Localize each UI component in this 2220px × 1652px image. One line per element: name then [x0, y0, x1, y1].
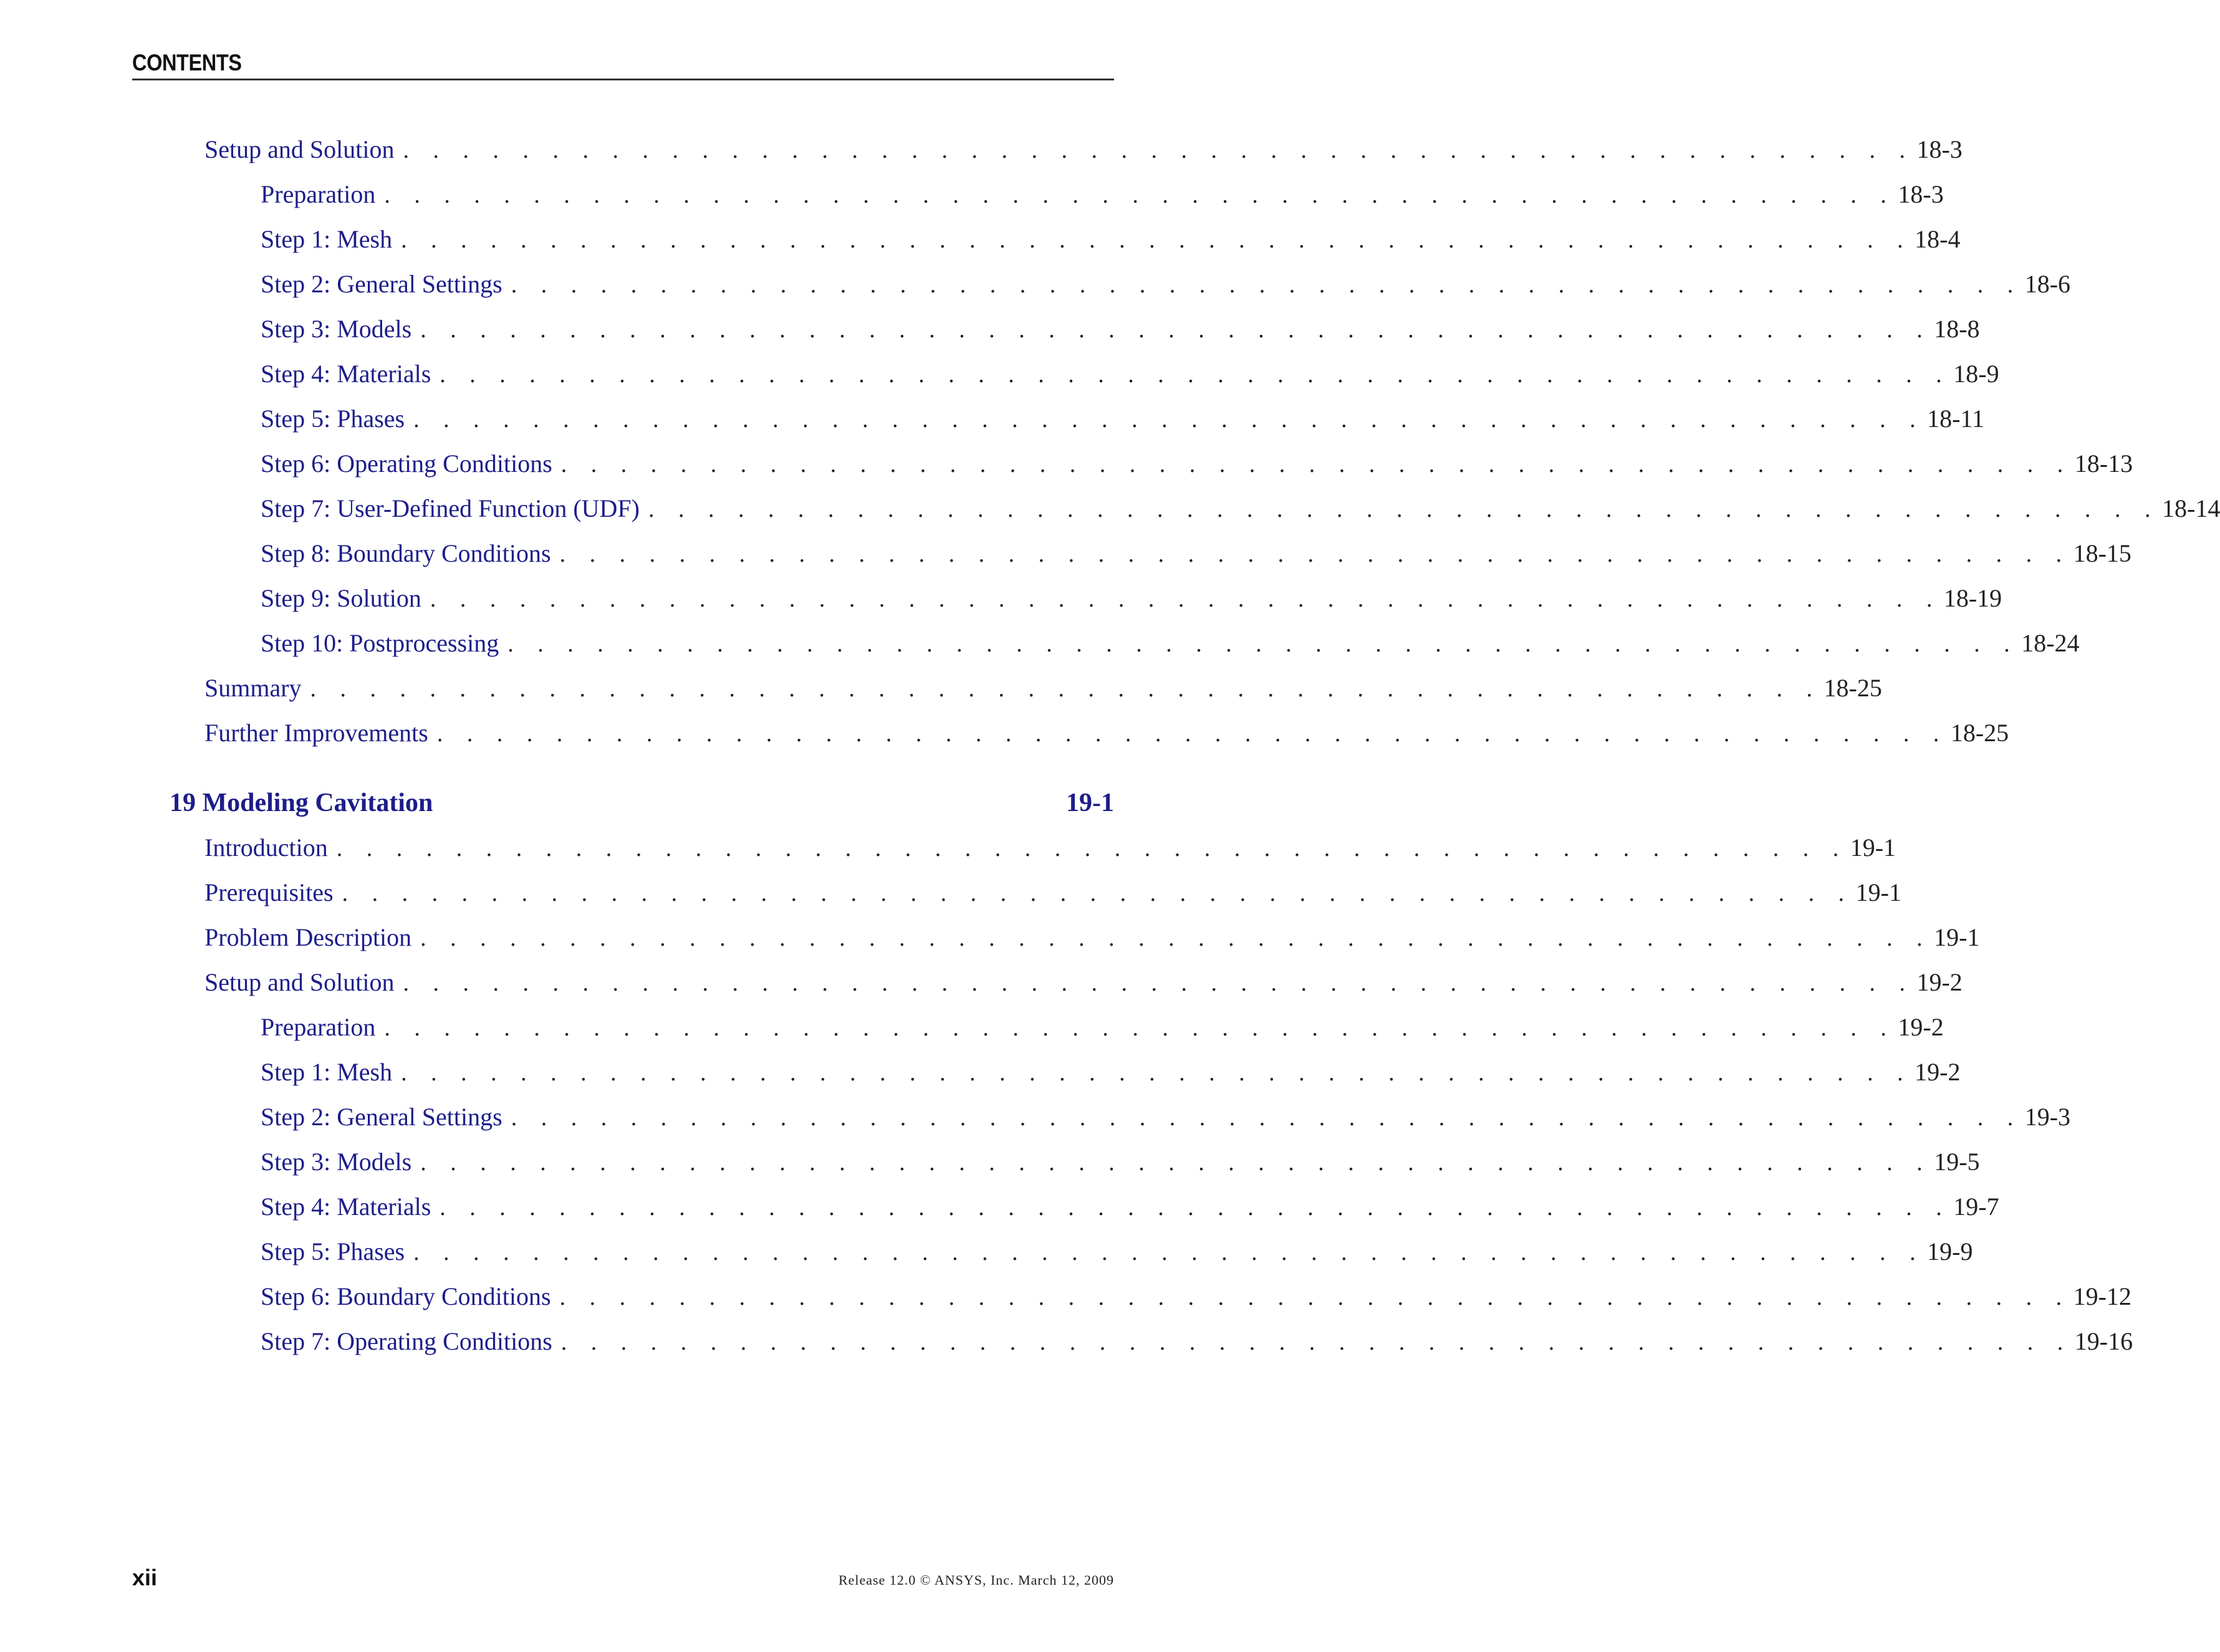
toc-entry[interactable] — [204, 670, 1882, 707]
toc-entry[interactable] — [204, 131, 1963, 168]
toc-entry-page[interactable]: 18-9 — [1953, 360, 1999, 388]
toc-entry-page[interactable]: 18-25 — [1824, 674, 1882, 702]
toc-leader-dots: . . . . . . . . . . . . . . . . . . . . . . . . . . . . . . . . . . . . . . . . . . . . . . . . . . . — [420, 925, 1932, 951]
toc-leader-dots: . . . . . . . . . . . . . . . . . . . . . . . . . . . . . . . . . . . . . . . . . . . . . . . . . . . — [648, 496, 2160, 522]
toc-entry-page[interactable]: 19-1 — [1850, 833, 1896, 862]
toc-entry-page[interactable]: 18-19 — [1943, 584, 2002, 612]
toc-entry-page[interactable]: 18-25 — [1950, 719, 2009, 747]
toc-entry-label[interactable]: Step 4: Materials — [261, 1193, 431, 1221]
toc-leader-dots: . . . . . . . . . . . . . . . . . . . . . . . . . . . . . . . . . . . . . . . . . . . . . . . . . . . — [310, 676, 1822, 702]
toc-entry-page[interactable]: 19-2 — [1916, 968, 1963, 996]
toc-entry-label[interactable]: Step 4: Materials — [261, 360, 431, 388]
toc-leader-dots: . . . . . . . . . . . . . . . . . . . . . . . . . . . . . . . . . . . . . . . . . . . . . . . . . . . — [403, 970, 1915, 996]
toc-entry-page[interactable]: 19-12 — [2073, 1282, 2131, 1310]
toc-entry-page[interactable]: 18-4 — [1915, 225, 1961, 253]
toc-entry-label[interactable]: Setup and Solution — [204, 968, 395, 996]
toc-entry[interactable] — [204, 714, 2009, 752]
toc-entry[interactable] — [261, 1098, 2071, 1136]
toc-entry-page[interactable]: 19-2 — [1915, 1058, 1961, 1086]
toc-entry[interactable] — [261, 625, 2080, 662]
toc-entry[interactable] — [204, 874, 1901, 911]
chapter-title[interactable]: 19 Modeling Cavitation — [170, 789, 433, 817]
toc-entry[interactable] — [261, 266, 2071, 303]
toc-entry-label[interactable]: Step 10: Postprocessing — [261, 629, 499, 657]
toc-entry[interactable] — [204, 919, 1980, 956]
toc-entry[interactable] — [261, 490, 2220, 527]
toc-entry[interactable] — [261, 1054, 1961, 1091]
toc-entry-label[interactable]: Step 6: Boundary Conditions — [261, 1282, 551, 1310]
toc-entry-label[interactable]: Step 1: Mesh — [261, 1058, 393, 1086]
toc-entry-label[interactable]: Prerequisites — [204, 878, 334, 906]
toc-entry-label[interactable]: Step 7: Operating Conditions — [261, 1327, 552, 1355]
toc-leader-dots: . . . . . . . . . . . . . . . . . . . . . . . . . . . . . . . . . . . . . . . . . . . . . . . . . . . — [342, 880, 1853, 906]
toc-leader-dots: . . . . . . . . . . . . . . . . . . . . . . . . . . . . . . . . . . . . . . . . . . . . . . . . . . . — [511, 1105, 2022, 1131]
toc-entry-page[interactable]: 19-9 — [1927, 1237, 1973, 1265]
toc-entry-page[interactable]: 19-1 — [1855, 878, 1901, 906]
toc-entry-label[interactable]: Preparation — [261, 1013, 376, 1041]
toc-entry-label[interactable]: Setup and Solution — [204, 135, 395, 163]
toc-leader-dots: . . . . . . . . . . . . . . . . . . . . . . . . . . . . . . . . . . . . . . . . . . . . . . . . . . . — [440, 362, 1951, 388]
toc-entry-label[interactable]: Introduction — [204, 833, 328, 862]
toc-leader-dots: . . . . . . . . . . . . . . . . . . . . . . . . . . . . . . . . . . . . . . . . . . . . . . . . . . . — [559, 1284, 2071, 1310]
footer-release-note: Release 12.0 © ANSYS, Inc. March 12, 2009 — [838, 1572, 1114, 1588]
toc-leader-dots: . . . . . . . . . . . . . . . . . . . . . . . . . . . . . . . . . . . . . . . . . . . . . . . . . . . — [413, 406, 1925, 433]
toc-leader-dots: . . . . . . . . . . . . . . . . . . . . . . . . . . . . . . . . . . . . . . . . . . . . . . . . . . . — [430, 586, 1941, 612]
toc-entry-page[interactable]: 18-15 — [2073, 539, 2131, 567]
toc-entry-label[interactable]: Step 8: Boundary Conditions — [261, 539, 551, 567]
toc-leader-dots: . . . . . . . . . . . . . . . . . . . . . . . . . . . . . . . . . . . . . . . . . . . . . . . . . . . — [401, 1060, 1913, 1086]
toc-entry[interactable] — [261, 310, 1980, 348]
toc-entry[interactable] — [261, 445, 2133, 483]
toc-entry[interactable] — [204, 829, 1896, 867]
toc-entry[interactable] — [261, 580, 2002, 617]
chapter-heading[interactable] — [170, 784, 1114, 822]
toc-leader-dots: . . . . . . . . . . . . . . . . . . . . . . . . . . . . . . . . . . . . . . . . . . . . . . . . . . . — [413, 1239, 1925, 1265]
toc-entry-label[interactable]: Further Improvements — [204, 719, 428, 747]
toc-entry[interactable] — [261, 1233, 1973, 1270]
toc-entry[interactable] — [261, 1278, 2131, 1315]
toc-leader-dots: . . . . . . . . . . . . . . . . . . . . . . . . . . . . . . . . . . . . . . . . . . . . . . . . . . . — [560, 451, 2072, 478]
toc-entry[interactable] — [261, 400, 1984, 438]
toc-entry-page[interactable]: 19-1 — [1934, 923, 1980, 951]
toc-entry-page[interactable]: 19-2 — [1898, 1013, 1944, 1041]
toc-entry-label[interactable]: Preparation — [261, 180, 376, 208]
toc-entry-label[interactable]: Step 3: Models — [261, 1148, 412, 1176]
toc-entry-label[interactable]: Step 9: Solution — [261, 584, 421, 612]
toc-entry-page[interactable]: 19-3 — [2024, 1103, 2071, 1131]
toc-entry-page[interactable]: 18-24 — [2021, 629, 2080, 657]
toc-entry-label[interactable]: Summary — [204, 674, 302, 702]
toc-leader-dots: . . . . . . . . . . . . . . . . . . . . . . . . . . . . . . . . . . . . . . . . . . . . . . . . . . . — [420, 1150, 1932, 1176]
toc-entry-label[interactable]: Step 7: User-Defined Function (UDF) — [261, 494, 640, 522]
toc-leader-dots: . . . . . . . . . . . . . . . . . . . . . . . . . . . . . . . . . . . . . . . . . . . . . . . . . . . — [436, 721, 1948, 747]
running-header-title: CONTENTS — [132, 50, 242, 75]
toc-entry-label[interactable]: Step 6: Operating Conditions — [261, 449, 552, 478]
toc-entry-page[interactable]: 18-6 — [2024, 270, 2071, 298]
toc-entry[interactable] — [261, 1188, 1999, 1226]
toc-entry-page[interactable]: 19-16 — [2074, 1327, 2133, 1355]
toc-leader-dots: . . . . . . . . . . . . . . . . . . . . . . . . . . . . . . . . . . . . . . . . . . . . . . . . . . . — [559, 541, 2071, 567]
toc-entry-page[interactable]: 18-13 — [2074, 449, 2133, 478]
toc-entry-label[interactable]: Problem Description — [204, 923, 412, 951]
toc-leader-dots: . . . . . . . . . . . . . . . . . . . . . . . . . . . . . . . . . . . . . . . . . . . . . . . . . . . — [384, 1015, 1896, 1041]
toc-entry[interactable] — [261, 176, 1944, 213]
toc-entry-page[interactable]: 18-14 — [2162, 494, 2220, 522]
toc-leader-dots: . . . . . . . . . . . . . . . . . . . . . . . . . . . . . . . . . . . . . . . . . . . . . . . . . . . — [336, 835, 1848, 862]
toc-leader-dots: . . . . . . . . . . . . . . . . . . . . . . . . . . . . . . . . . . . . . . . . . . . . . . . . . . . — [401, 227, 1913, 253]
toc-leader-dots: . . . . . . . . . . . . . . . . . . . . . . . . . . . . . . . . . . . . . . . . . . . . . . . . . . . — [420, 317, 1932, 343]
toc-entry[interactable] — [261, 1323, 2133, 1360]
toc-entry-label[interactable]: Step 3: Models — [261, 315, 412, 343]
toc-entry-label[interactable]: Step 2: General Settings — [261, 270, 502, 298]
toc-leader-dots: . . . . . . . . . . . . . . . . . . . . . . . . . . . . . . . . . . . . . . . . . . . . . . . . . . . — [440, 1194, 1951, 1221]
toc-entry-label[interactable]: Step 5: Phases — [261, 405, 405, 433]
toc-entry[interactable] — [261, 355, 1999, 393]
toc-entry[interactable] — [261, 535, 2131, 572]
toc-entry-page[interactable]: 18-3 — [1916, 135, 1963, 163]
toc-entry-page[interactable]: 19-5 — [1934, 1148, 1980, 1176]
toc-entry-page[interactable]: 18-8 — [1934, 315, 1980, 343]
toc-entry-label[interactable]: Step 2: General Settings — [261, 1103, 502, 1131]
toc-entry[interactable] — [261, 1143, 1980, 1181]
toc-entry-page[interactable]: 18-11 — [1927, 405, 1984, 433]
toc-entry-label[interactable]: Step 1: Mesh — [261, 225, 393, 253]
chapter-page[interactable]: 19-1 — [1066, 789, 1114, 817]
toc-entry-page[interactable]: 19-7 — [1953, 1193, 1999, 1221]
toc-entry-page[interactable]: 18-3 — [1898, 180, 1944, 208]
toc-entry[interactable] — [261, 1009, 1944, 1046]
toc-leader-dots: . . . . . . . . . . . . . . . . . . . . . . . . . . . . . . . . . . . . . . . . . . . . . . . . . . . — [384, 182, 1896, 208]
toc-leader-dots: . . . . . . . . . . . . . . . . . . . . . . . . . . . . . . . . . . . . . . . . . . . . . . . . . . . — [511, 272, 2022, 298]
toc-entry-label[interactable]: Step 5: Phases — [261, 1237, 405, 1265]
toc-leader-dots: . . . . . . . . . . . . . . . . . . . . . . . . . . . . . . . . . . . . . . . . . . . . . . . . . . . — [507, 631, 2019, 657]
footer-page-number: xii — [132, 1565, 158, 1590]
toc-entry[interactable] — [204, 964, 1963, 1001]
toc-leader-dots: . . . . . . . . . . . . . . . . . . . . . . . . . . . . . . . . . . . . . . . . . . . . . . . . . . . — [560, 1329, 2072, 1355]
toc-leader-dots: . . . . . . . . . . . . . . . . . . . . . . . . . . . . . . . . . . . . . . . . . . . . . . . . . . . — [403, 137, 1915, 163]
toc-entry[interactable] — [261, 221, 1961, 258]
